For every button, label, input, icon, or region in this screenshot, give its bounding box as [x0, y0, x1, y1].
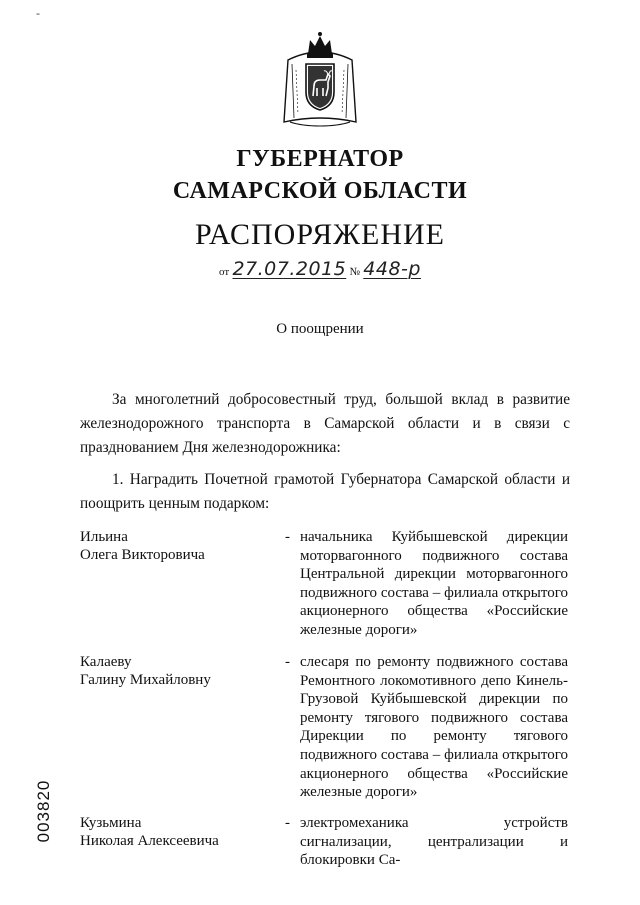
recipient-surname: Кузьмина: [80, 815, 142, 831]
top-mark: -: [36, 6, 40, 20]
coat-of-arms-icon: [282, 30, 358, 130]
recipient-given-name: Галину Михайловну: [80, 672, 211, 688]
governor-title-line2: САМАРСКОЙ ОБЛАСТИ: [172, 178, 468, 204]
recipient-position: электромеханика устройств сигнализации, централизации и блокировки Са-: [300, 815, 568, 869]
date-prefix: от: [219, 266, 230, 278]
intro-paragraph: [80, 388, 570, 460]
number-prefix: №: [349, 266, 361, 278]
document-number: 448-р: [363, 258, 421, 280]
recipient-position: слесаря по ремонту подвижного состава Ремонтного локомотивного депо Кинель-Грузовой Куйбышевской дирекции по ремонту тягового подвижного состава Дирекции по ремонту тягового подвижного состава – филиала открытого акционерного общества «Российские железные дороги»: [300, 654, 568, 801]
side-stamp-number: [24, 776, 64, 846]
recipient-name: [80, 814, 280, 850]
recipient-dash: -: [285, 815, 290, 831]
point-1-paragraph: [80, 468, 570, 516]
recipient-position: начальника Куйбышевской дирекции моторвагонного подвижного состава Центральной дирекции моторвагонного подвижного состава – филиала открытого акционерного общества «Российские железные дороги»: [300, 529, 568, 638]
intro-text: За многолетний добросовестный труд, большой вклад в развитие железнодорожного транспорта в Самарской области и в связи с празднованием Дня железнодорожника:: [80, 391, 570, 456]
document-type: РАСПОРЯЖЕНИЕ: [194, 218, 446, 251]
recipient-name: [80, 653, 280, 689]
document-subject: О поощрении: [276, 321, 364, 337]
governor-title-line1: ГУБЕРНАТОР: [236, 146, 404, 172]
recipient-name: [80, 528, 280, 564]
recipient-given-name: Николая Алексеевича: [80, 833, 219, 849]
recipient-surname: Ильина: [80, 529, 128, 545]
recipient-surname: Калаеву: [80, 654, 132, 670]
recipient-dash: -: [285, 654, 290, 670]
point-1-text: 1. Наградить Почетной грамотой Губернатора Самарской области и поощрить ценным подарком:: [80, 471, 570, 512]
side-stamp-text: 003820: [34, 779, 53, 843]
date-number-line: [0, 258, 640, 280]
recipient-dash: -: [285, 529, 290, 545]
recipient-given-name: Олега Викторовича: [80, 547, 205, 563]
document-date: 27.07.2015: [232, 258, 347, 280]
